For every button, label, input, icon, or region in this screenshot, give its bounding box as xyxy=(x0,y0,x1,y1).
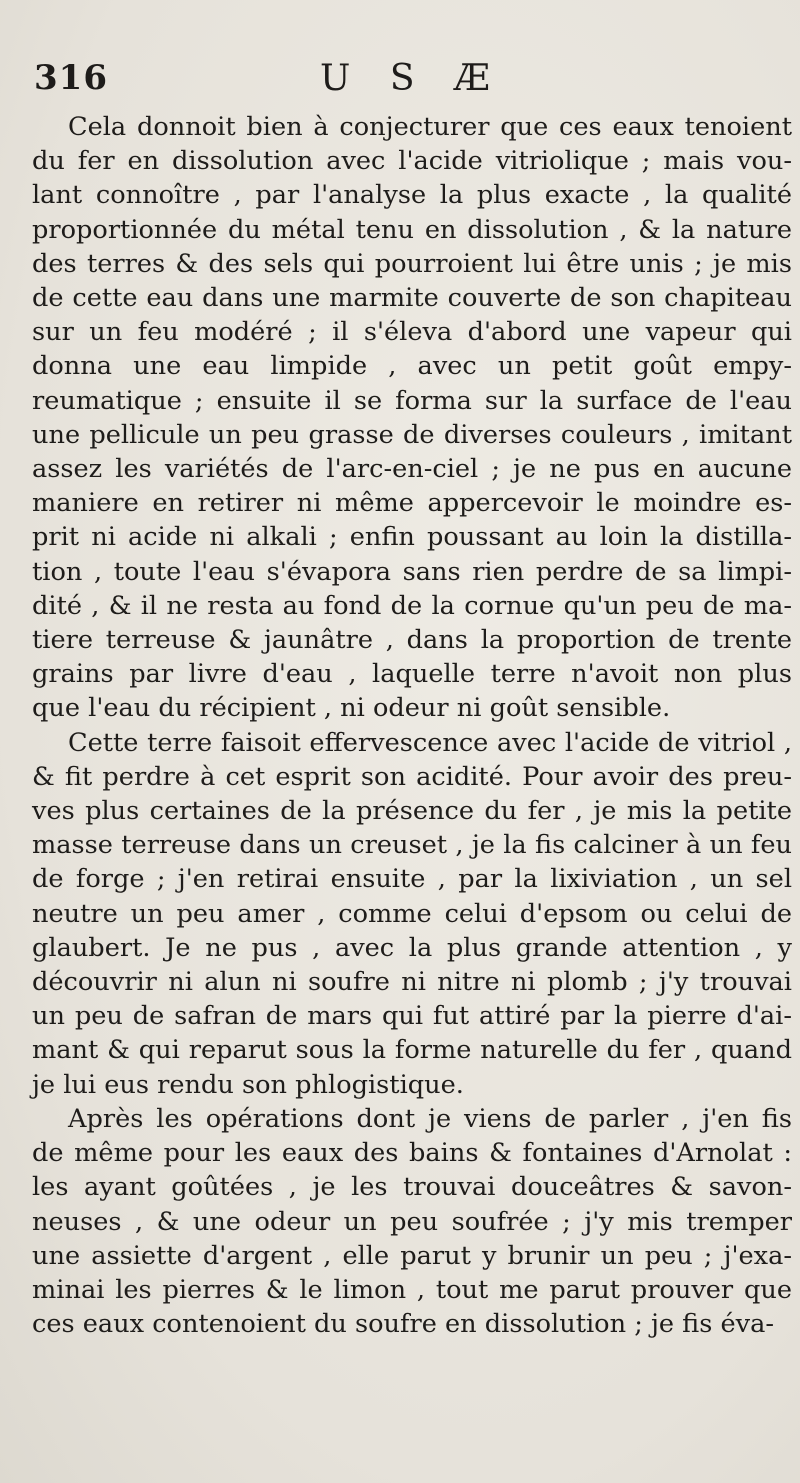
text-line: minai les pierres & le limon , tout me parut prouver que xyxy=(32,1274,792,1305)
paragraph xyxy=(32,110,792,726)
text-line: neutre un peu amer , comme celui d'epsom ou celui de xyxy=(32,898,792,929)
page-number: 316 xyxy=(34,58,108,98)
text-line: ces eaux contenoient du soufre en dissolution ; je fis éva- xyxy=(32,1309,775,1340)
text-line: une pellicule un peu grasse de diverses couleurs , imitant xyxy=(32,419,792,450)
text-line: de même pour les eaux des bains & fontaines d'Arnolat : xyxy=(32,1138,792,1169)
text-line: découvrir ni alun ni soufre ni nitre ni plomb ; j'y trouvai xyxy=(32,967,792,998)
text-line: glaubert. Je ne pus , avec la plus grande attention , y xyxy=(32,932,792,963)
text-line: une assiette d'argent , elle parut y brunir un peu ; j'exa- xyxy=(32,1240,792,1271)
text-line: lant connoître , par l'analyse la plus exacte , la qualité xyxy=(32,180,792,211)
text-line: maniere en retirer ni même appercevoir le moindre es- xyxy=(32,488,792,519)
text-line: sur un feu modéré ; il s'éleva d'abord une vapeur qui xyxy=(32,317,792,348)
text-line: donna une eau limpide , avec un petit goût empy- xyxy=(32,351,792,382)
body-text xyxy=(32,110,792,1341)
text-line: grains par livre d'eau , laquelle terre n'avoit non plus xyxy=(32,659,792,690)
page-header xyxy=(32,58,792,110)
text-line: prit ni acide ni alkali ; enfin poussant au loin la distilla- xyxy=(32,522,792,553)
text-line: de cette eau dans une marmite couverte de son chapiteau xyxy=(32,283,792,314)
text-line: un peu de safran de mars qui fut attiré par la pierre d'ai- xyxy=(32,1001,792,1032)
text-line: tion , toute l'eau s'évapora sans rien perdre de sa limpi- xyxy=(32,556,792,587)
text-line: neuses , & une odeur un peu soufrée ; j'y mis tremper xyxy=(32,1206,792,1237)
running-head: U S Æ xyxy=(320,58,504,99)
text-line: dité , & il ne resta au fond de la cornue qu'un peu de ma- xyxy=(32,590,792,621)
text-line: mant & qui reparut sous la forme naturelle du fer , quand xyxy=(32,1035,792,1066)
text-line: & fit perdre à cet esprit son acidité. Pour avoir des preu- xyxy=(32,761,792,792)
paragraph xyxy=(32,1102,792,1341)
text-line: des terres & des sels qui pourroient lui être unis ; je mis xyxy=(32,248,792,279)
text-line: Cela donnoit bien à conjecturer que ces eaux tenoient xyxy=(68,112,792,142)
text-line: assez les variétés de l'arc-en-ciel ; je ne pus en aucune xyxy=(32,454,792,485)
text-line: proportionnée du métal tenu en dissolution , & la nature xyxy=(32,214,792,245)
text-line: ves plus certaines de la présence du fer , je mis la petite xyxy=(32,796,792,827)
text-line: Cette terre faisoit effervescence avec l'acide de vitriol , xyxy=(68,727,792,758)
text-line: masse terreuse dans un creuset , je la fis calciner à un feu xyxy=(32,830,792,861)
text-line: que l'eau du récipient , ni odeur ni goût sensible. xyxy=(32,693,671,724)
text-line: tiere terreuse & jaunâtre , dans la proportion de trente xyxy=(32,625,792,656)
paragraph xyxy=(32,726,792,1102)
text-line: je lui eus rendu son phlogistique. xyxy=(32,1069,464,1100)
text-line: reumatique ; ensuite il se forma sur la surface de l'eau xyxy=(32,385,792,416)
text-line: Après les opérations dont je viens de parler , j'en fis xyxy=(68,1103,792,1134)
text-line: du fer en dissolution avec l'acide vitriolique ; mais vou- xyxy=(32,146,792,177)
text-line: de forge ; j'en retirai ensuite , par la lixiviation , un sel xyxy=(32,864,792,895)
text-line: les ayant goûtées , je les trouvai douceâtres & savon- xyxy=(32,1172,792,1203)
